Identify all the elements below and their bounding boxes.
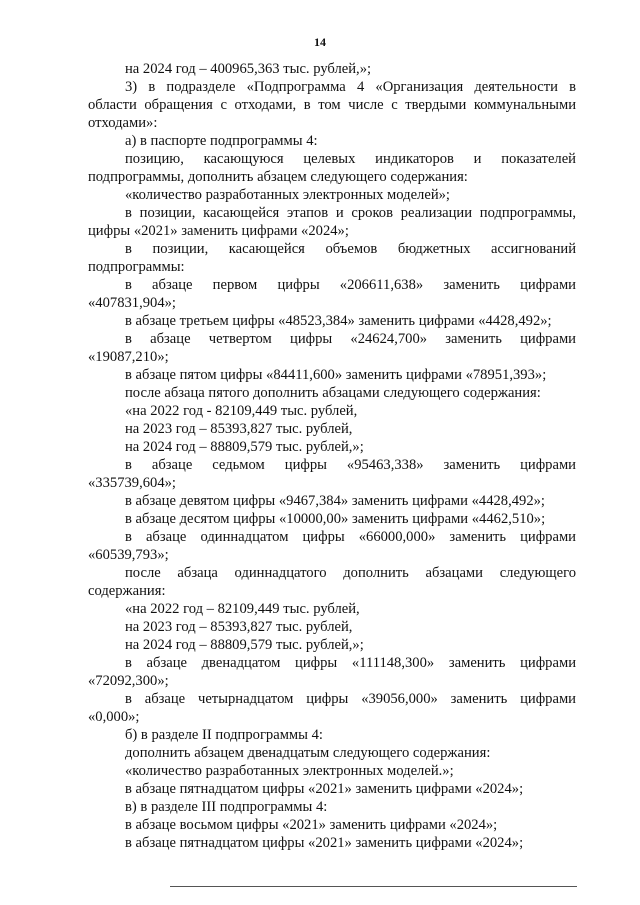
text-line: в абзаце восьмом цифры «2021» заменить цифрами «2024»; [125,817,498,833]
text-line: в абзаце третьем цифры «48523,384» заменить цифрами «4428,492»; [125,313,552,329]
text-line: цифры «2021» заменить цифрами «2024»; [88,223,349,239]
document-body [88,60,576,852]
text-line: в позиции, касающейся этапов и сроков реализации подпрограммы, [125,205,576,221]
text-line: в абзаце десятом цифры «10000,00» заменить цифрами «4462,510»; [125,511,546,527]
text-line: «407831,904»; [88,295,176,311]
text-line: содержания: [88,583,166,599]
text-line: 3) в подразделе «Подпрограмма 4 «Организация деятельности в [125,79,576,95]
text-line: в абзаце пятнадцатом цифры «2021» заменить цифрами «2024»; [125,781,524,797]
text-line: в абзаце четырнадцатом цифры «39056,000» заменить цифрами [125,691,576,707]
text-line: на 2023 год – 85393,827 тыс. рублей, [125,421,353,437]
text-line: позицию, касающуюся целевых индикаторов и показателей [125,151,576,167]
text-line: на 2024 год – 88809,579 тыс. рублей,»; [125,637,364,653]
text-line: в абзаце одиннадцатом цифры «66000,000» заменить цифрами [125,529,576,545]
text-line: «60539,793»; [88,547,169,563]
footer-rule [170,886,577,887]
text-line: на 2024 год – 88809,579 тыс. рублей,»; [125,439,364,455]
text-line: «на 2022 год - 82109,449 тыс. рублей, [125,403,358,419]
text-line: после абзаца одиннадцатого дополнить абзацами следующего [125,565,576,581]
text-line: б) в разделе II подпрограммы 4: [125,727,323,743]
text-line: в абзаце седьмом цифры «95463,338» заменить цифрами [125,457,576,473]
text-line: подпрограммы: [88,259,185,275]
text-line: «0,000»; [88,709,140,725]
text-line: «335739,604»; [88,475,176,491]
text-line: в) в разделе III подпрограммы 4: [125,799,328,815]
page-number: 14 [314,35,326,49]
text-line: в позиции, касающейся объемов бюджетных ассигнований [125,241,576,257]
text-line: в абзаце первом цифры «206611,638» заменить цифрами [125,277,576,293]
text-line: в абзаце пятом цифры «84411,600» заменить цифрами «78951,393»; [125,367,547,383]
text-line: дополнить абзацем двенадцатым следующего содержания: [125,745,491,761]
text-line: «количество разработанных электронных моделей»; [125,187,450,203]
text-line: после абзаца пятого дополнить абзацами следующего содержания: [125,385,541,401]
text-line: в абзаце пятнадцатом цифры «2021» заменить цифрами «2024»; [125,835,524,851]
text-line: «72092,300»; [88,673,169,689]
text-line: «на 2022 год – 82109,449 тыс. рублей, [125,601,360,617]
text-line: «19087,210»; [88,349,169,365]
text-line: в абзаце двенадцатом цифры «111148,300» заменить цифрами [125,655,576,671]
text-line: «количество разработанных электронных моделей.»; [125,763,454,779]
text-line: на 2023 год – 85393,827 тыс. рублей, [125,619,353,635]
text-line: области обращения с отходами, в том числе с твердыми коммунальными [88,97,576,113]
text-line: отходами»: [88,115,158,131]
text-line: подпрограммы, дополнить абзацем следующего содержания: [88,169,468,185]
text-line: а) в паспорте подпрограммы 4: [125,133,318,149]
text-line: в абзаце четвертом цифры «24624,700» заменить цифрами [125,331,576,347]
text-line: на 2024 год – 400965,363 тыс. рублей,»; [125,61,372,77]
text-line: в абзаце девятом цифры «9467,384» заменить цифрами «4428,492»; [125,493,545,509]
